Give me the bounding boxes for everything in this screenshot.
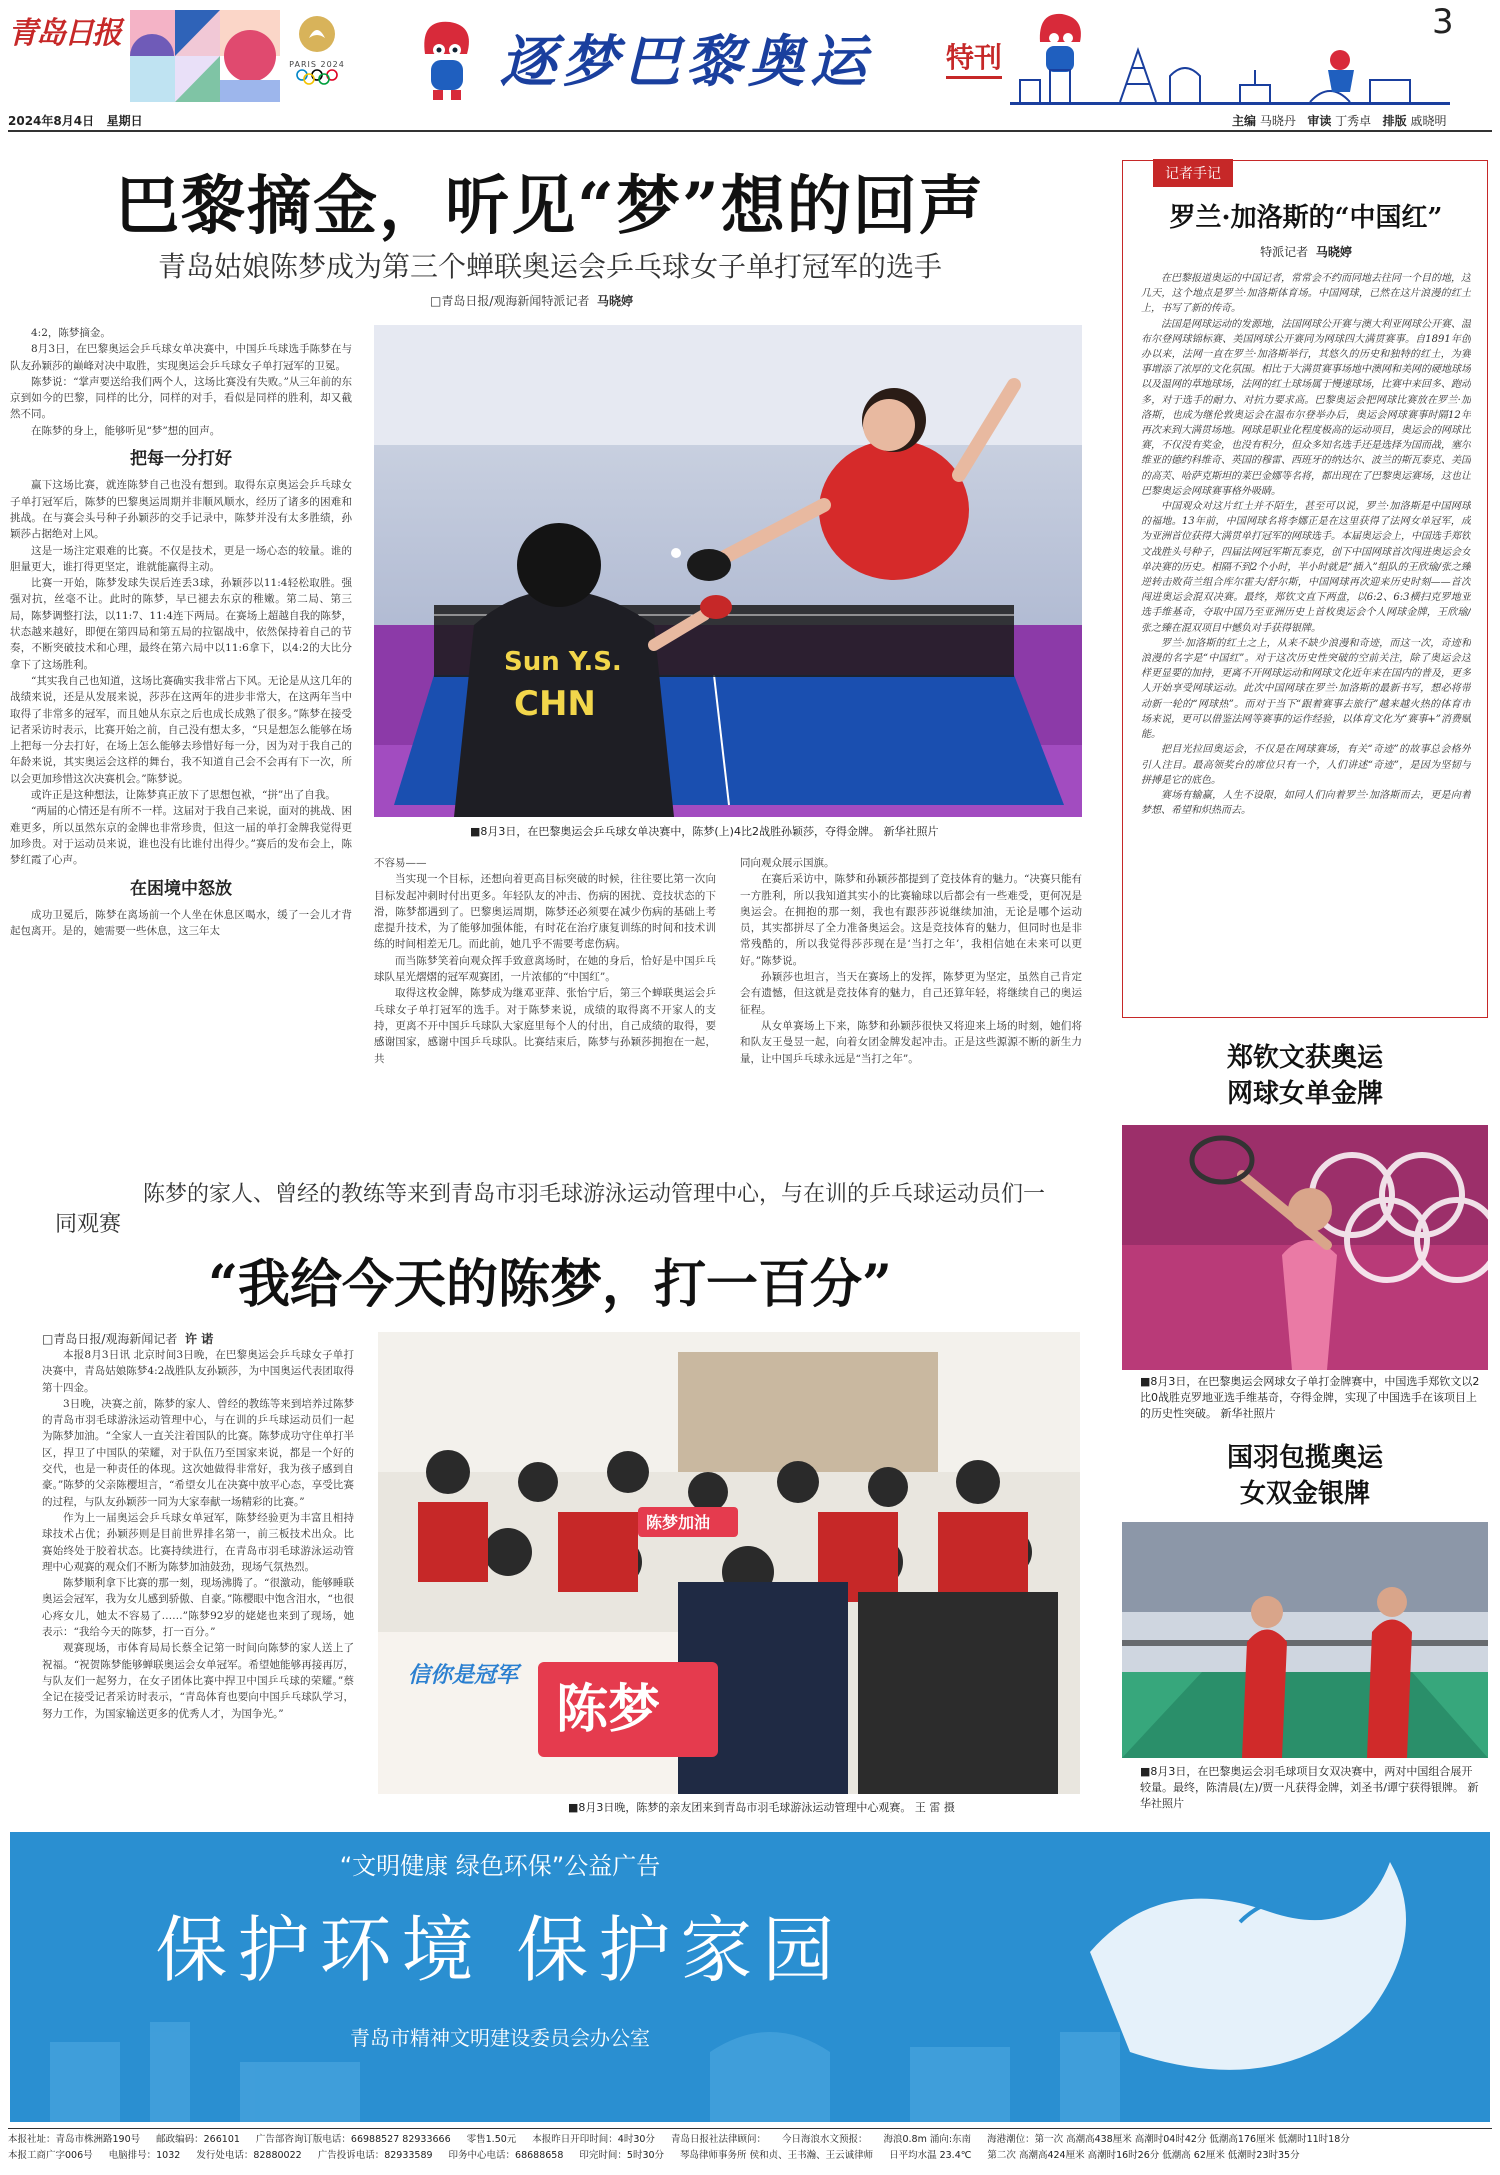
- paragraph: 陈梦说：“掌声要送给我们两个人，这场比赛没有失败。”从三年前的东京到如今的巴黎，同样的比分，同样的对手，看似是同样的胜利，却又截然不同。: [10, 375, 352, 421]
- footer-print-end: 印完时间：5时30分: [579, 2150, 665, 2161]
- second-headline: “我给今天的陈梦，打一百分”: [208, 1254, 892, 1315]
- masthead-rule: [8, 130, 1492, 132]
- ad-tag: “文明健康 绿色环保”公益广告: [339, 1852, 661, 1880]
- public-ad: [10, 1832, 1490, 2122]
- footer-wave: 海浪0.8m 涌向:东南: [883, 2134, 972, 2145]
- lead-photo: [374, 325, 1082, 817]
- footer-row-2: [8, 2148, 1492, 2164]
- footer-tide-label: 今日海浪水文预报：: [781, 2134, 868, 2145]
- paragraph: 把目光拉回奥运会，不仅是在网球赛场，有关“奇迹”的故事总会格外引人注目。最高领奖台的席位只有一个，人们讲述“奇迹”，是因为坚韧与拼搏是它的底色。: [1141, 744, 1471, 786]
- footer-tide-2: 第二次 高潮高424厘米 高潮时16时26分 低潮高 62厘米 低潮时23时35分: [987, 2150, 1300, 2161]
- sign-cheer: 信你是冠军: [408, 1663, 519, 1688]
- paragraph: 3日晚，决赛之前，陈梦的家人、曾经的教练等来到培养过陈梦的青岛市羽毛球游泳运动管理中心，与在训的乒乓球运动员们一起为陈梦加油。“全家人一直关注着国队的比赛。陈梦成功守住单打半区，捍卫了中国队的荣耀，对于队伍乃至国家来说，都是一个好的交代，也是一种责任的体现。这次她做得非常好，我为孩子感到自豪。”陈梦的父亲陈樱坦言，“希望女儿在决赛中放平心态，享受比赛的过程，与队友孙颖莎一同为大家奉献一场精彩的比赛。”: [42, 1397, 354, 1508]
- byline-author: 马晓婷: [1315, 245, 1352, 259]
- staff-name: 丁秀卓: [1335, 114, 1372, 128]
- footer-water-temp: 日平均水温 23.4℃: [889, 2150, 972, 2161]
- notes-byline: [1123, 243, 1489, 260]
- dateline: [8, 112, 143, 129]
- footer: [8, 2132, 1492, 2172]
- paragraph: 从女单赛场上下来，陈梦和孙颖莎很快又将迎来上场的时刻，她们将和队友王曼昱一起，向着女团金牌发起冲击。正是这些源源不断的新生力量，让中国乒乓球永远是“当打之年”。: [740, 1019, 1082, 1065]
- reporter-notes-box: [1122, 160, 1488, 1018]
- paragraph: 陈梦顺利拿下比赛的那一刻，现场沸腾了。“很激动，能够睡联奥运会冠军，我为女儿感到骄傲、自豪。”陈樱眼中饱含泪水，“也很心疼女儿，她太不容易了……”陈梦92岁的姥姥也来到了现场，她表示：“我给今天的陈梦，打一百分。”: [42, 1577, 354, 1639]
- footer-distribution-phone: 发行处电话：82880022: [196, 2150, 302, 2161]
- paragraph: 8月3日，在巴黎奥运会乒乓球女单决赛中，中国乒乓球选手陈梦在与队友孙颖莎的巅峰对决中取胜，实现奥运会乒乓球女子单打冠军的卫冕。: [10, 343, 352, 372]
- paper-logo: 青岛日报: [8, 16, 120, 51]
- paragraph: 在赛后采访中，陈梦和孙颖莎都提到了竞技体育的魅力。“决赛只能有一方胜利，所以我知道其实小的比赛输球以后都会有一些难受，更何况是奥运会。在拥抱的那一刻，我也有跟莎莎说继续加油，无论是哪个运动员，其实都拼尽了全力准备奥运会。这是竞技体育的魅力，但同时也是非常残酷的，所以我觉得莎莎现在是‘当打之年’，我相信她在未来可以更好。”陈梦说。: [740, 873, 1082, 967]
- headline-line: 网球女单金牌: [1226, 1079, 1383, 1109]
- byline-label: □青岛日报/观海新闻特派记者: [430, 294, 590, 308]
- footer-ad-phone: 广告部咨询订版电话：66988527 82933666: [255, 2134, 451, 2145]
- fans-photo: [378, 1332, 1080, 1794]
- badminton-caption: ■8月3日，在巴黎奥运会羽毛球项目女双决赛中，两对中国组合展开较量。最终，陈清晨(左)/贾一凡获得金牌，刘圣书/谭宁获得银牌。 新华社照片: [1140, 1765, 1479, 1810]
- footer-print-phone: 印务中心电话：68688658: [448, 2150, 564, 2161]
- footer-license: 本报工商广字006号: [8, 2150, 93, 2161]
- paragraph: 本报8月3日讯 北京时间3日晚，在巴黎奥运会乒乓球女子单打决赛中，青岛姑娘陈梦4:2战胜队友孙颖莎，为中国奥运代表团取得第十四金。: [42, 1349, 354, 1394]
- mascot-left: [405, 14, 485, 102]
- second-kicker: 陈梦的家人、曾经的教练等来到青岛市羽毛球游泳运动管理中心，与在训的乒乓球运动员们一同观赛: [55, 1182, 1046, 1237]
- footer-lawyers: 琴岛律师事务所 侯和贞、王书瀚、王云诚律师: [680, 2150, 874, 2161]
- jersey-name: Sun Y.S.: [504, 647, 622, 677]
- badminton-headline: [1122, 1440, 1488, 1512]
- paragraph: 当实现一个目标，还想向着更高目标突破的时候，往往要比第一次向目标发起冲刺时付出更多。年轻队友的冲击、伤病的困扰、竞技状态的下滑，陈梦都遇到了。巴黎奥运周期，陈梦还必须要在减少伤病的基础上考虑提升技术，为了能够加强体能，有时花在治疗康复训练的时间和技术训练的时间相差无几。而此前，她几乎不需要考虑伤病。: [374, 873, 716, 951]
- staff-role: 主编: [1232, 114, 1257, 128]
- paragraph: 成功卫冕后，陈梦在离场前一个人坐在休息区喝水，缓了一会儿才背起包离开。是的，她需要一些休息，这三年太: [10, 908, 352, 938]
- subheading: 在困境中怒放: [130, 878, 232, 899]
- footer-row-1: [8, 2132, 1492, 2148]
- paragraph: “两届的心情还是有所不一样。这届对于我自己来说，面对的挑战、困难更多，所以虽然东京的金牌也非常珍贵，但这一届的单打金牌我觉得更加珍贵。对于运动员来说，谁也没有比谁付出得少。”赛后的发布会上，陈梦红霞了心声。: [10, 805, 352, 867]
- fans-photo-caption: ■8月3日晚，陈梦的亲友团来到青岛市羽毛球游泳运动管理中心观赛。 王 雷 摄: [568, 1801, 955, 1814]
- paris-skyline: [1010, 40, 1450, 105]
- badminton-photo: [1122, 1522, 1488, 1758]
- staff-credits: [1232, 112, 1446, 129]
- tennis-photo: [1122, 1125, 1488, 1370]
- notes-body: [1141, 271, 1471, 1011]
- paragraph: 或许正是这种想法，让陈梦真正放下了思想包袱，“拼”出了自我。: [31, 789, 336, 802]
- lead-column-3: [740, 855, 1082, 1143]
- paragraph: 在陈梦的身上，能够听见“梦”想的回声。: [31, 424, 221, 437]
- paragraph: 而当陈梦笑着向观众挥手致意离场时，在她的身后，恰好是中国乒乓球队星光熠熠的冠军观赛团，一片浓郁的“中国红”。: [374, 954, 716, 984]
- staff-role: 排版: [1382, 114, 1407, 128]
- paragraph: 孙颖莎也坦言，当天在赛场上的发挥，陈梦更为坚定，虽然自己肯定会有遗憾，但这就是竞技体育的魅力，自己还算年轻，将继续自己的奥运征程。: [740, 971, 1082, 1016]
- footer-address: 本报社址：青岛市株洲路190号: [8, 2134, 141, 2145]
- paragraph: “其实我自己也知道，这场比赛确实我非常占下风。无论是从这几年的战绩来说，还是从发展来说，莎莎在这两年的进步非常大，在这两年当中取得了非常多的冠军，而且她从东京之后也成长成熟了很多。”陈梦在接受记者采访时表示，比赛开始之前，自己没有想太多，“只是想怎么能够在场上把每一分去打好，在场上怎么能够去珍惜好每一分，因为对于我自己的年龄来说，其实奥运会这样的舞台，我不知道自己会不会再有下一次，所以会更加珍惜这次决赛机会。”陈梦说。: [10, 674, 352, 785]
- special-badge: 特刊: [946, 36, 1002, 79]
- subheading: 把每一分打好: [130, 449, 232, 470]
- staff-role: 审读: [1307, 114, 1332, 128]
- paris-label: PARIS 2024: [289, 60, 345, 69]
- paragraph: 赢下这场比赛，就连陈梦自己也没有想到。取得东京奥运会乒乓球女子单打冠军后，陈梦的巴黎奥运周期并非顺风顺水，经历了诸多的困难和挑战。在与赛会头号种子孙颖莎的交手记录中，陈梦并没有太多胜绩，孙颖莎占据绝对上风。: [10, 479, 352, 541]
- footer-tide-1: 海港潮位：第一次 高潮高438厘米 高潮时04时42分 低潮高176厘米 低潮时11时18分: [987, 2134, 1350, 2145]
- lead-subhead: 青岛姑娘陈梦成为第三个蝉联奥运会乒乓球女子单打冠军的选手: [157, 250, 942, 283]
- masthead: [0, 0, 1500, 110]
- footer-postcode: 邮政编码：266101: [156, 2134, 240, 2145]
- paragraph: 法国是网球运动的发源地，法国网球公开赛与澳大利亚网球公开赛、温布尔登网球锦标赛、美国网球公开赛同为网球四大满贯赛事。自1891年创办以来，法网一直在罗兰·加洛斯举行，其悠久的历史和独特的红土，为赛事增添了浓厚的文化氛围。相比于大满贯赛事场地中澳网和美网的硬地球场以及温网的草地球场，法网的红土球场属于慢速球场，比赛中来回多、跑动多，对于选手的耐力、对抗力要求高。巴黎奥运会把网球比赛放在罗兰·加洛斯，也成为继伦敦奥运会在温布尔登举办后，奥运会网球赛事时隔12年再次来到大满贯场地。网球是职业化程度极高的运动项目，奥运会的网球比赛，不仅没有奖金，也没有积分，但众多知名选手还是选择为国而战，塞尔维亚的德约科维奇、英国的穆雷、西班牙的纳达尔、波兰的斯瓦泰克、美国的高芙、哈萨克斯坦的莱巴金娜等名将，都出现在了巴黎奥运赛场，这也让巴黎奥运会网球赛事格外吸睛。: [1141, 318, 1471, 497]
- paragraph: 同向观众展示国旗。: [740, 857, 835, 869]
- headline-line: 郑钦文获奥运: [1226, 1043, 1383, 1073]
- paragraph: 比赛一开始，陈梦发球失误后连丢3球，孙颖莎以11:4轻松取胜。强强对抗，丝毫不让。此时的陈梦，早已褪去东京的稚嫩。第二局、第三局，陈梦调整打法，以11:7、11:4连下两局。在赛场上超越自我的陈梦，状态越来越好，即便在第四局和第五局的拉锯战中，依然保持着自己的节奏，不断突破技术和心理，最终在第六局中以11:6拿下，以4:2的大比分拿下了这场胜利。: [10, 577, 352, 671]
- lead-headline: 巴黎摘金，听见“梦”想的回声: [115, 169, 985, 244]
- paragraph: 罗兰·加洛斯的红土之上，从来不缺少浪漫和奇迹，而这一次，奇迹和浪漫的名字是“中国红”。对于这次历史性突破的空前关注，除了奥运会这样更显要的加持，更离不开网球运动和网球文化近年来在国内的普及，更多人开始享受网球运动。此次中国网球在罗兰·加洛斯的最新书写，想必将带动新一轮的“网球热”。而对于当下“跟着赛事去旅行”越来越火热的体育市场来说，更可以借鉴法网等赛事的运作经验，以体育文化为“赛事+”消费赋能。: [1141, 637, 1471, 741]
- ad-headline: 保护环境 保护家园: [155, 1908, 845, 1992]
- tennis-caption: ■8月3日，在巴黎奥运会网球女子单打金牌赛中，中国选手郑钦文以2比0战胜克罗地亚选手维基奇，夺得金牌，实现了中国选手在该项目上的历史性突破。 新华社照片: [1140, 1375, 1480, 1420]
- footer-price: 零售1.50元: [466, 2134, 517, 2145]
- date: 2024年8月4日: [8, 114, 95, 128]
- tennis-headline: [1122, 1040, 1488, 1112]
- footer-typeset: 电脑排号：1032: [108, 2150, 181, 2161]
- paragraph: 4:2，陈梦摘金。: [31, 327, 111, 339]
- staff-name: 马晓丹: [1259, 114, 1296, 128]
- byline-author: 许 诺: [185, 1332, 214, 1346]
- footer-legal-label: 青岛日报社法律顾问：: [670, 2134, 766, 2145]
- notes-tag: 记者手记: [1153, 159, 1233, 187]
- notes-headline: 罗兰·加洛斯的“中国红”: [1169, 203, 1443, 233]
- headline-line: 女双金银牌: [1239, 1479, 1370, 1509]
- ad-sponsor: 青岛市精神文明建设委员会办公室: [350, 2026, 650, 2050]
- paragraph: 在巴黎报道奥运的中国记者，常常会不约而同地去往同一个目的地，这几天，这个地点是罗兰·加洛斯体育场。中国网球，已然在这片浪漫的红土上，书写了新的传奇。: [1141, 273, 1471, 315]
- headline-line: 国羽包揽奥运: [1226, 1443, 1383, 1473]
- byline-label: □青岛日报/观海新闻记者: [42, 1332, 178, 1346]
- footer-print-start: 本报昨日开印时间：4时30分: [532, 2134, 655, 2145]
- byline-role: 特派记者: [1260, 245, 1309, 259]
- page-number: 3: [1432, 2, 1454, 42]
- second-byline: [42, 1330, 213, 1347]
- paragraph: 这是一场注定艰难的比赛。不仅是技术，更是一场心态的较量。谁的胆量更大，谁打得更坚定，谁就能赢得主动。: [10, 544, 352, 573]
- paragraph: 赛场有输赢，人生不设限，如同人们向着罗兰·加洛斯而去，更是向着梦想、希望和炽热而去。: [1141, 789, 1471, 817]
- paragraph: 中国观众对这片红土并不陌生，甚至可以说，罗兰·加洛斯是中国网球的福地。13年前，中国网球名将李娜正是在这里获得了法网女单冠军，成为亚洲首位获得大满贯单打冠军的网球选手。本届奥运会上，中国选手郑钦文战胜头号种子，四届法网冠军斯瓦泰克，创下中国网球首次闯进奥运会女单决赛的历史。相隔不到2个小时，半小时就是“插入”组队的王欣瑜/张之臻逆转击败荷兰组合库尔霍夫/舒尔斯，中国网球再次迎来历史时刻——首次闯进奥运会混双决赛。最终，郑钦文直下两盘，以6:2、6:3横扫克罗地亚选手维基奇，夺取中国乃至亚洲历史上首枚奥运会个人网球金牌，王欣瑜/张之臻在混双项目中憾负对手获得银牌。: [1141, 501, 1471, 634]
- footer-complaint-phone: 广告投诉电话：82933589: [317, 2150, 433, 2161]
- lead-photo-caption: ■8月3日，在巴黎奥运会乒乓球女单决赛中，陈梦(上)4比2战胜孙颖莎，夺得金牌。 新华社照片: [470, 825, 939, 838]
- jersey-country: CHN: [514, 684, 596, 724]
- paragraph: 取得这枚金牌，陈梦成为继邓亚萍、张怡宁后，第三个蝉联奥运会乒乓球女子单打冠军的选手。对于陈梦来说，成绩的取得离不开家人的支持，更离不开中国乒乓球队大家庭里每个人的付出，自己成绩的取得，要感谢国家，感谢中国乒乓球队。比赛结束后，陈梦与孙颖莎拥抱在一起，共: [374, 987, 716, 1065]
- byline-author: 马晓婷: [597, 294, 634, 308]
- paragraph: 不容易——: [374, 857, 427, 869]
- sign-jiayou: 陈梦加油: [646, 1513, 711, 1532]
- sign-chenmeng: 陈梦: [556, 1680, 661, 1740]
- special-title: 逐梦巴黎奥运: [500, 29, 872, 95]
- lead-byline: [430, 292, 633, 309]
- weekday: 星期日: [106, 114, 143, 128]
- staff-name: 戚晓明: [1410, 114, 1447, 128]
- second-body: [42, 1347, 354, 1837]
- masthead-pattern: [130, 10, 280, 102]
- paris-2024-emblem: [282, 12, 352, 100]
- paragraph: 观赛现场，市体育局局长蔡全记第一时间向陈梦的家人送上了祝福。“祝贺陈梦能够蝉联奥运会女单冠军。希望她能够再接再厉，与队友们一起努力，在女子团体比赛中捍卫中国乒乓球的荣耀。”蔡全记在接受记者采访时表示，“青岛体育也要向中国乒乓球队学习，努力工作，为国家输送更多的优秀人才，为国争光。”: [42, 1642, 354, 1720]
- paragraph: 作为上一届奥运会乒乓球女单冠军，陈梦经验更为丰富且相持球技术占优；孙颖莎则是目前世界排名第一，前三板技术出众。比赛始终处于胶着状态。比赛持续进行，在青岛市羽毛球游泳运动管理中心观赛的观众们不断为陈梦加油鼓劲，现场气氛热烈。: [42, 1511, 354, 1573]
- footer-rule: [8, 2128, 1492, 2129]
